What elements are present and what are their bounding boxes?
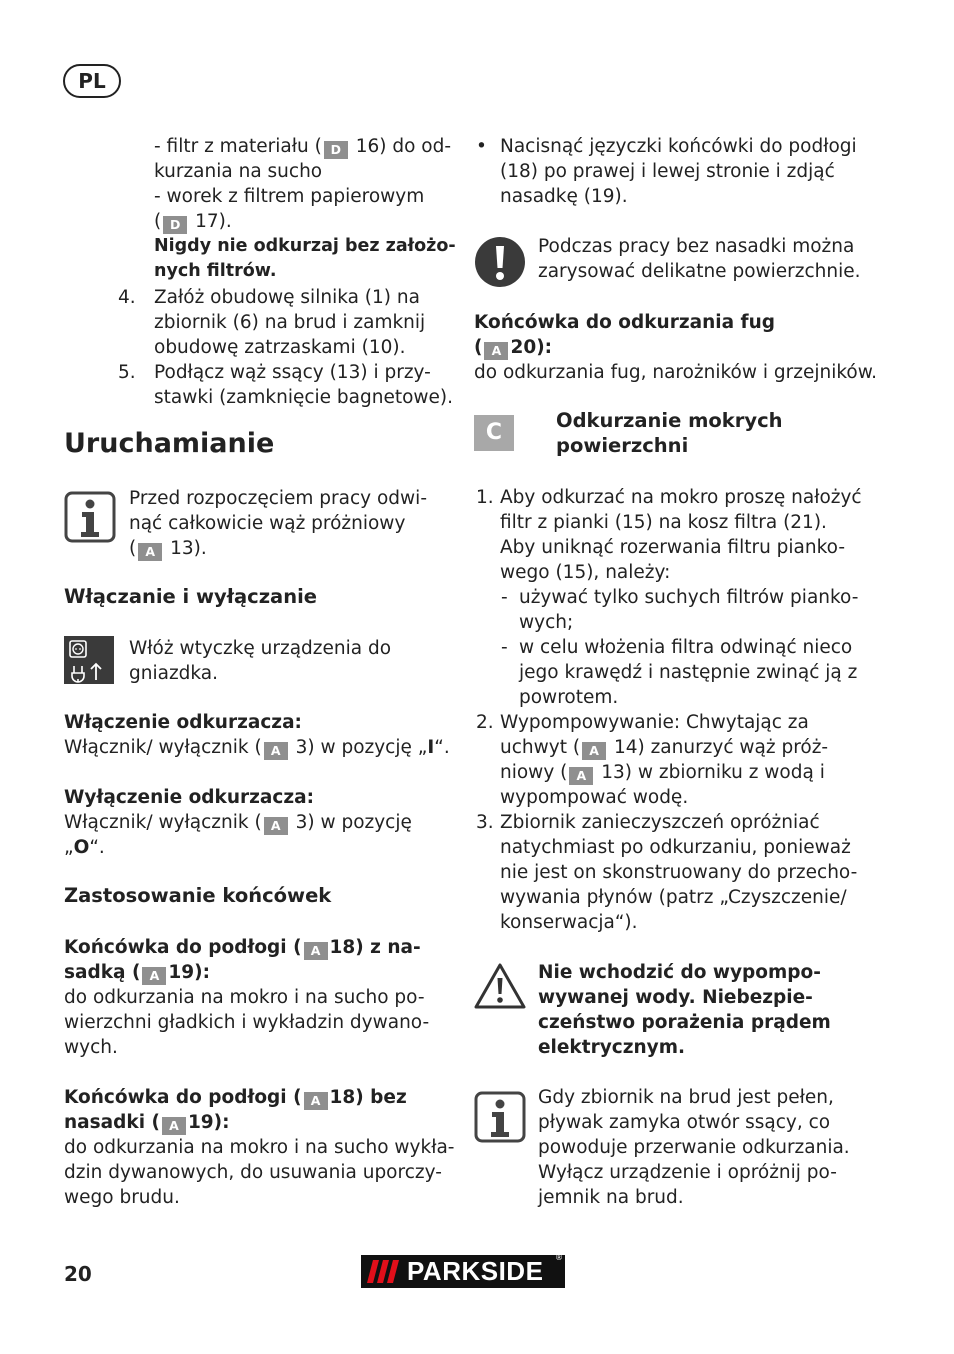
step1-line-2: filtr z pianki (15) na kosz filtra (21). [500, 512, 827, 533]
crevice-text: do odkurzania fug, narożników i grzejników. [474, 362, 878, 383]
dash: - [501, 637, 508, 658]
step3-line-1: Zbiornik zanieczyszczeń opróżniać [500, 812, 820, 833]
dash2-line-2: jego krawędź i następnie zwinąć ją z [519, 662, 858, 683]
list-number-5: 5. [118, 362, 136, 383]
step1-line-4: wego (15), należy: [500, 562, 671, 583]
heading-on-off: Włączanie i wyłączanie [64, 585, 318, 608]
figure-tag: A [304, 942, 328, 960]
plug-line-2: gniazdka. [129, 663, 219, 684]
step3-line-4: wywania płynów (patrz „Czyszczenie/ [500, 887, 847, 908]
logo-stripes-icon [367, 1260, 403, 1283]
info2-line-2: pływak zamyka otwór ssący, co [538, 1112, 831, 1133]
switch-on-title: Włączenie odkurzacza: [64, 712, 302, 733]
step3-line-5: konserwacja“). [500, 912, 638, 933]
logo-text: PARKSIDE [407, 1256, 544, 1286]
step3-line-3: nie jest on skonstruowany do przecho- [500, 862, 858, 883]
info-icon [64, 491, 116, 543]
figure-tag: A [582, 742, 606, 760]
plug-socket-icon [64, 636, 114, 684]
info2-line-3: powoduje przerwanie odkurzania. [538, 1137, 850, 1158]
step2-line-1: Wypompowywanie: Chwytając za [500, 712, 809, 733]
dash1-line-2: wych; [519, 612, 574, 633]
floor2-title-1: Końcówka do podłogi ( A 18) bez [64, 1087, 407, 1108]
warning-triangle-icon [474, 963, 526, 1009]
bullet-line-3: nasadkę (19). [500, 186, 628, 207]
figure-tag: A [484, 342, 508, 360]
dash2-line-1: w celu włożenia filtra odwinąć nieco [519, 637, 853, 658]
figure-tag: A [142, 967, 166, 985]
caution-exclamation-icon [474, 236, 526, 288]
figure-tag: A [138, 543, 162, 561]
floor2-text-1: do odkurzania na mokro i na sucho wykła- [64, 1137, 455, 1158]
step1-line-3: Aby uniknąć rozerwania filtru pianko- [500, 537, 846, 558]
dash1-line-1: używać tylko suchych filtrów pianko- [519, 587, 859, 608]
item5-line-1: Podłącz wąż ssący (13) i przy- [154, 362, 431, 383]
parkside-logo [361, 1255, 565, 1288]
danger-line-3: czeństwo porażenia prądem [538, 1012, 831, 1033]
floor2-text-2: dzin dywanowych, do usuwania uporczy- [64, 1162, 442, 1183]
crevice-title-1: Końcówka do odkurzania fug [474, 312, 775, 333]
item4-line-1: Załóż obudowę silnika (1) na [154, 287, 420, 308]
list-number-2: 2. [476, 712, 494, 733]
step2-line-4: wypompować wodę. [500, 787, 689, 808]
info2-line-4: Wyłącz urządzenie i opróżnij po- [538, 1162, 837, 1183]
step2-line-3: niowy ( A 13) w zbiorniku z wodą i [500, 762, 825, 783]
floor1-text-1: do odkurzania na mokro i na sucho po- [64, 987, 425, 1008]
filter-warning-line-2: nych filtrów. [154, 261, 277, 281]
heading-uruchamianie: Uruchamianie [64, 428, 275, 459]
floor2-text-3: wego brudu. [64, 1187, 180, 1208]
step1-line-1: Aby odkurzać na mokro proszę nałożyć [500, 487, 862, 508]
bullet: • [476, 136, 487, 157]
danger-line-2: wywanej wody. Niebezpie- [538, 987, 813, 1008]
danger-line-4: elektrycznym. [538, 1037, 686, 1058]
plug-line-1: Włóż wtyczkę urządzenia do [129, 638, 392, 659]
caution-line-1: Podczas pracy bez nasadki można [538, 236, 855, 257]
info-icon [474, 1091, 526, 1143]
switch-off-text-1: Włącznik/ wyłącznik ( A 3) w pozycję [64, 812, 412, 833]
filter-line-3: - worek z filtrem papierowym [154, 186, 425, 207]
figure-tag: D [324, 141, 348, 159]
floor1-title-1: Końcówka do podłogi ( A 18) z na- [64, 937, 421, 958]
bullet-line-1: Nacisnąć języczki końcówki do podłogi [500, 136, 857, 157]
danger-line-1: Nie wchodzić do wypompo- [538, 962, 821, 983]
item5-line-2: stawki (zamknięcie bagnetowe). [154, 387, 454, 408]
figure-tag: A [569, 767, 593, 785]
info2-line-1: Gdy zbiornik na brud jest pełen, [538, 1087, 834, 1108]
step3-line-2: natychmiast po odkurzaniu, ponieważ [500, 837, 851, 858]
floor1-text-2: wierzchni gładkich i wykładzin dywano- [64, 1012, 430, 1033]
dash: - [501, 587, 508, 608]
floor2-title-2: nasadki ( A 19): [64, 1112, 230, 1133]
figure-tag: A [264, 742, 288, 760]
list-number-1: 1. [476, 487, 494, 508]
switch-on-text: Włącznik/ wyłącznik ( A 3) w pozycję „I“. [64, 737, 450, 758]
info1-line-1: Przed rozpoczęciem pracy odwi- [129, 488, 427, 509]
crevice-title-2: ( A 20): [474, 337, 553, 358]
info1-line-2: nąć całkowicie wąż próżniowy [129, 513, 406, 534]
switch-off-title: Wyłączenie odkurzacza: [64, 787, 315, 808]
bullet-line-2: (18) po prawej i lewej stronie i zdjąć [500, 161, 835, 182]
figure-tag: A [264, 817, 288, 835]
section-title-2: powierzchni [556, 434, 689, 457]
filter-line-4: ( D 17). [154, 211, 232, 232]
info2-line-5: jemnik na brud. [538, 1187, 684, 1208]
item4-line-3: obudowę zatrzaskami (10). [154, 337, 406, 358]
section-c-badge: C [474, 415, 514, 451]
logo-registered-mark: ® [555, 1253, 563, 1262]
page-number: 20 [64, 1262, 92, 1286]
heading-nozzles: Zastosowanie końcówek [64, 884, 332, 907]
floor1-text-3: wych. [64, 1037, 118, 1058]
list-number-3: 3. [476, 812, 494, 833]
filter-warning-line-1: Nigdy nie odkurzaj bez założo- [154, 236, 456, 256]
figure-tag: A [304, 1092, 328, 1110]
filter-line-1: - filtr z materiału ( D 16) do od- [154, 136, 452, 157]
info1-line-3: ( A 13). [129, 538, 207, 559]
figure-tag: A [162, 1117, 186, 1135]
language-badge: PL [63, 64, 121, 98]
figure-tag: D [163, 216, 187, 234]
item4-line-2: zbiornik (6) na brud i zamknij [154, 312, 426, 333]
dash2-line-3: powrotem. [519, 687, 619, 708]
filter-line-2: kurzania na sucho [154, 161, 323, 182]
caution-line-2: zarysować delikatne powierzchnie. [538, 261, 861, 282]
section-title-1: Odkurzanie mokrych [556, 409, 783, 432]
list-number-4: 4. [118, 287, 136, 308]
floor1-title-2: sadką ( A 19): [64, 962, 211, 983]
switch-off-text-2: „O“. [64, 837, 105, 858]
step2-line-2: uchwyt ( A 14) zanurzyć wąż próż- [500, 737, 829, 758]
